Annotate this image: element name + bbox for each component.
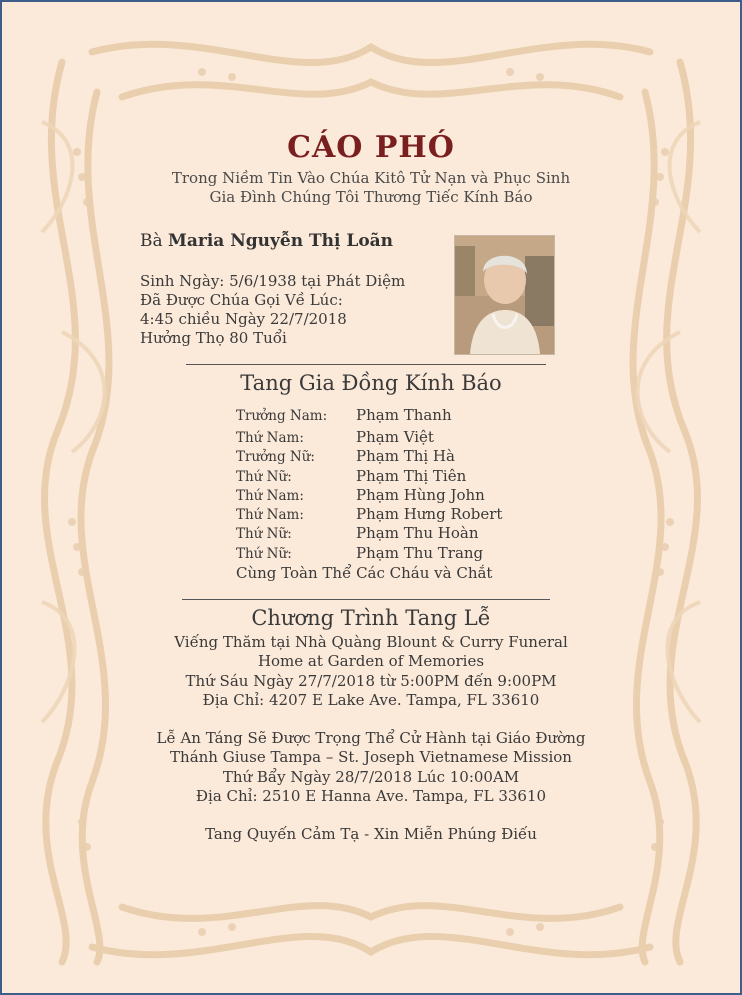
- visitation-line: Thứ Sáu Ngày 27/7/2018 từ 5:00PM đến 9:00PM: [185, 672, 557, 690]
- family-member-name: Phạm Hùng John: [356, 486, 485, 504]
- portrait-photo: [454, 235, 555, 355]
- deceased-name: Maria Nguyễn Thị Loãn: [168, 231, 394, 251]
- deceased-name-line: [140, 231, 393, 251]
- family-member-name: Phạm Thu Trang: [356, 544, 484, 562]
- family-member-name: Phạm Việt: [356, 428, 434, 446]
- closing-line: Tang Quyến Cảm Tạ - Xin Miễn Phúng Điếu: [205, 825, 537, 843]
- family-relation: Trưởng Nam:: [236, 408, 328, 424]
- name-prefix: Bà: [140, 231, 163, 251]
- death-time: 4:45 chiều Ngày 22/7/2018: [140, 310, 347, 328]
- family-member-name: Phạm Thị Hà: [356, 447, 455, 465]
- subtitle-announcement: Gia Đình Chúng Tôi Thương Tiếc Kính Báo: [209, 188, 533, 206]
- age-info: Hưởng Thọ 80 Tuổi: [140, 329, 287, 347]
- divider-1: [186, 364, 546, 365]
- funeral-line: Thánh Giuse Tampa – St. Joseph Vietnamese Mission: [170, 748, 572, 766]
- family-relation: Thứ Nữ:: [236, 526, 292, 542]
- birth-info: Sinh Ngày: 5/6/1938 tại Phát Diệm: [140, 272, 406, 290]
- funeral-line: Địa Chỉ: 2510 E Hanna Ave. Tampa, FL 33610: [195, 787, 547, 805]
- family-closing: Cùng Toàn Thể Các Cháu và Chắt: [236, 564, 493, 582]
- family-relation: Thứ Nam:: [236, 430, 304, 446]
- family-member-name: Phạm Thị Tiên: [356, 467, 467, 485]
- family-relation: Thứ Nam:: [236, 488, 304, 504]
- divider-2: [182, 599, 550, 600]
- visitation-line: Viếng Thăm tại Nhà Quàng Blount & Curry Funeral: [174, 633, 568, 651]
- family-relation: Thứ Nữ:: [236, 469, 292, 485]
- program-heading: Chương Trình Tang Lễ: [251, 606, 491, 630]
- family-heading: Tang Gia Đồng Kính Báo: [240, 371, 502, 395]
- subtitle-faith: Trong Niềm Tin Vào Chúa Kitô Tử Nạn và Phục Sinh: [171, 169, 571, 187]
- visitation-line: Địa Chỉ: 4207 E Lake Ave. Tampa, FL 33610: [202, 691, 540, 709]
- family-relation: Thứ Nữ:: [236, 546, 292, 562]
- family-relation: Thứ Nam:: [236, 507, 304, 523]
- family-member-name: Phạm Thanh: [356, 406, 452, 424]
- called-label: Đã Được Chúa Gọi Về Lúc:: [140, 291, 343, 309]
- family-relation: Trưởng Nữ:: [236, 449, 315, 465]
- family-member-name: Phạm Thu Hoàn: [356, 524, 479, 542]
- obituary-title: CÁO PHÓ: [287, 130, 455, 165]
- funeral-line: Thứ Bẩy Ngày 28/7/2018 Lúc 10:00AM: [222, 768, 520, 786]
- funeral-line: Lễ An Táng Sẽ Được Trọng Thể Cử Hành tại Giáo Đường: [156, 729, 586, 747]
- visitation-line: Home at Garden of Memories: [257, 652, 485, 670]
- family-member-name: Phạm Hưng Robert: [356, 505, 503, 523]
